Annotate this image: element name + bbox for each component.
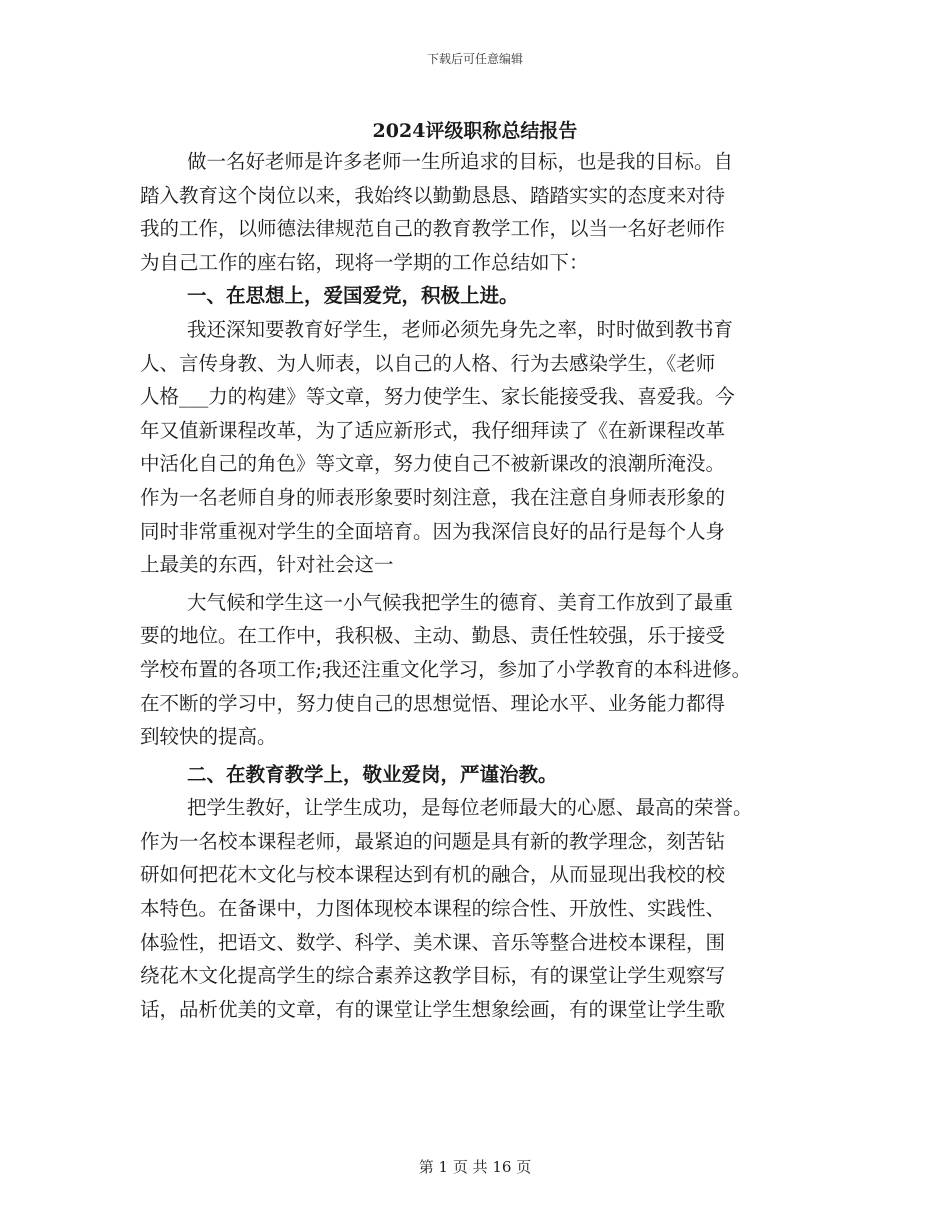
paragraph-line: 中活化自己的角色》等文章，努力使自己不被新课改的浪潮所淹没。: [140, 452, 726, 476]
paragraph-line: 在不断的学习中，努力使自己的思想觉悟、理论水平、业务能力都得: [140, 691, 726, 715]
paragraph-line: 人格___力的构建》等文章，努力使学生、家长能接受我、喜爱我。今: [140, 385, 735, 409]
paragraph-line: 为自己工作的座右铭，现将一学期的工作总结如下：: [140, 250, 589, 274]
paragraph-line: 我还深知要教育好学生，老师必须先身先之率，时时做到教书育: [187, 317, 734, 341]
paragraph-line: 学校布置的各项工作;我还注重文化学习，参加了小学教育的本科进修。: [140, 657, 752, 681]
page-header: 下载后可任意编辑: [426, 52, 523, 66]
document-body: [140, 145, 820, 1026]
paragraph-line: 话，品析优美的文章，有的课堂让学生想象绘画，有的课堂让学生歌: [140, 997, 726, 1021]
paragraph-line: 踏入教育这个岗位以来，我始终以勤勤恳恳、踏踏实实的态度来对待: [140, 183, 726, 207]
document-title: 2024评级职称总结报告: [372, 120, 578, 142]
paragraph-line: 年又值新课程改革，为了适应新形式，我仔细拜读了《在新课程改革: [140, 418, 726, 442]
page-footer: 第 1 页 共 16 页: [418, 1158, 532, 1176]
paragraph-line: 把学生教好，让学生成功，是每位老师最大的心愿、最高的荣誉。: [187, 796, 753, 820]
paragraph-line: 上最美的东西，针对社会这一: [140, 553, 394, 577]
paragraph-line: 我的工作，以师德法律规范自己的教育教学工作，以当一名好老师作: [140, 217, 726, 241]
paragraph-line: 同时非常重视对学生的全面培育。因为我深信良好的品行是每个人身: [140, 519, 726, 543]
section-heading: 二、在教育教学上，敬业爱岗，严谨治教。: [187, 762, 558, 786]
section-heading: 一、在思想上，爱国爱党，积极上进。: [187, 284, 519, 308]
paragraph-line: 本特色。在备课中，力图体现校本课程的综合性、开放性、实践性、: [140, 897, 726, 921]
paragraph-line: 体验性，把语文、数学、科学、美术课、音乐等整合进校本课程，围: [140, 930, 726, 954]
paragraph-line: 人、言传身教、为人师表，以自己的人格、行为去感染学生，《老师: [140, 351, 716, 375]
paragraph-line: 做一名好老师是许多老师一生所追求的目标，也是我的目标。自: [187, 150, 734, 173]
paragraph-line: 绕花木文化提高学生的综合素养这教学目标，有的课堂让学生观察写: [140, 964, 726, 988]
paragraph-line: 要的地位。在工作中，我积极、主动、勤恳、责任性较强，乐于接受: [140, 624, 726, 648]
paragraph-line: 大气候和学生这一小气候我把学生的德育、美育工作放到了最重: [187, 590, 734, 614]
paragraph-line: 作为一名老师自身的师表形象要时刻注意，我在注意自身师表形象的: [140, 485, 726, 509]
paragraph-line: 研如何把花木文化与校本课程达到有机的融合，从而显现出我校的校: [140, 863, 726, 887]
paragraph-line: 作为一名校本课程老师，最紧迫的问题是具有新的教学理念，刻苦钻: [140, 829, 726, 853]
paragraph-line: 到较快的提高。: [140, 725, 277, 749]
